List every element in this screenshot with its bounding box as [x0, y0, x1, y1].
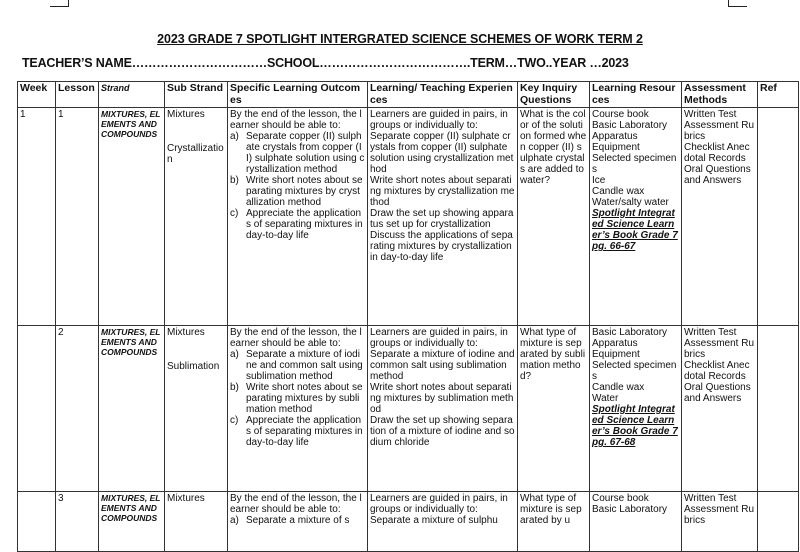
lesson-cell: 2	[56, 326, 99, 492]
crop-mark-left	[50, 0, 69, 7]
outcome-marker: b)	[230, 175, 239, 186]
learners-book-reference: Spotlight Integrated Science Learner’s Book Grade 7 pg. 67-68	[592, 404, 678, 448]
outcome-item	[230, 415, 365, 448]
assessment-item: Written Test	[684, 327, 737, 338]
outcome-item	[230, 515, 365, 526]
outcome-item	[230, 382, 365, 415]
outcome-marker: c)	[230, 208, 239, 219]
outcome-marker: c)	[230, 415, 239, 426]
outcomes-intro: By the end of the lesson, the learner should be able to:	[230, 109, 362, 131]
experience-line: Separate a mixture of sulphu	[370, 515, 498, 526]
header-strand: Strand	[99, 82, 165, 108]
resources-cell	[590, 326, 682, 492]
resource-item: Basic Laboratory	[592, 504, 668, 515]
sub-strand-cell	[165, 492, 228, 552]
inquiry-cell: What type of mixture is separated by sublimation method?	[518, 326, 590, 492]
resource-item: Course book	[592, 493, 649, 504]
assessment-item: Oral Questions and Answers	[684, 164, 751, 186]
experience-line: Write short notes about separating mixtures by crystallization method	[370, 175, 515, 208]
table-row	[18, 492, 799, 552]
resource-item: Ice	[592, 175, 606, 186]
sub-strand-cell	[165, 326, 228, 492]
outcome-text: Separate a mixture of iodine and common salt using sublimation method	[246, 349, 363, 382]
strand-cell: MIXTURES, ELEMENTS AND COMPOUNDS	[99, 326, 165, 492]
resource-item: Water/salty water	[592, 197, 669, 208]
table-header-row	[18, 82, 799, 108]
assessment-item: Assessment Rubrics	[684, 120, 755, 142]
week-cell: 1	[18, 108, 56, 326]
teacher-info-line: TEACHER’S NAME……………………………SCHOOL……………………………….TERM…TWO..YEAR …2023	[22, 56, 629, 70]
ref-cell	[758, 326, 799, 492]
outcomes-intro: By the end of the lesson, the learner should be able to:	[230, 493, 362, 515]
week-cell	[18, 492, 56, 552]
assessment-item: Written Test	[684, 493, 737, 504]
header-experiences: Learning/ Teaching Experiences	[368, 82, 518, 108]
lesson-cell: 1	[56, 108, 99, 326]
resource-item: Water	[592, 393, 619, 404]
outcomes-list	[230, 349, 365, 448]
outcome-text: Write short notes about separating mixtures by sublimation method	[246, 382, 363, 415]
outcomes-list	[230, 515, 365, 526]
experience-line: Draw the set up showing apparatus set up for crystallization	[370, 208, 514, 230]
outcome-item	[230, 175, 365, 208]
outcome-item	[230, 208, 365, 241]
assessment-cell	[682, 492, 758, 552]
table-row	[18, 326, 799, 492]
resource-item: Equipment	[592, 349, 640, 360]
experience-line: Draw the set up showing separation of a mixture of iodine and sodium chloride	[370, 415, 515, 448]
assessment-item: Assessment Rubrics	[684, 338, 755, 360]
lesson-cell: 3	[56, 492, 99, 552]
learners-book-reference: Spotlight Integrated Science Learner’s Book Grade 7 pg. 66-67	[592, 208, 678, 252]
strand-cell: MIXTURES, ELEMENTS AND COMPOUNDS	[99, 108, 165, 326]
resource-item: Basic Laboratory	[592, 120, 668, 131]
resource-item: Course book	[592, 109, 649, 120]
outcomes-intro: By the end of the lesson, the learner should be able to:	[230, 327, 362, 349]
strand-cell: MIXTURES, ELEMENTS AND COMPOUNDS	[99, 492, 165, 552]
sub-strand-name: Mixtures	[167, 327, 205, 338]
crop-mark-right	[728, 0, 747, 7]
resource-item: Selected specimens	[592, 360, 677, 382]
outcome-text: Appreciate the applications of separating mixtures in day-to-day life	[246, 208, 363, 241]
assessment-item: Checklist Anecdotal Records	[684, 142, 750, 164]
assessment-cell	[682, 326, 758, 492]
outcomes-cell	[228, 326, 368, 492]
table-row	[18, 108, 799, 326]
resource-item: Apparatus	[592, 131, 638, 142]
sub-strand-topic: Crystallization	[167, 143, 224, 165]
experience-line: Learners are guided in pairs, in groups or individually to:	[370, 327, 508, 349]
header-week: Week	[18, 82, 56, 108]
header-sub-strand: Sub Strand	[165, 82, 228, 108]
outcome-text: Separate copper (II) sulphate crystals from copper (II) sulphate solution using crystallization method	[246, 131, 365, 175]
experience-line: Separate copper (II) sulphate crystals from copper (II) sulphate solution using crystallization method	[370, 131, 514, 175]
experience-line: Discuss the applications of separating mixtures by crystallization in day-to-day life	[370, 230, 513, 263]
sub-strand-cell	[165, 108, 228, 326]
experience-line: Write short notes about separating mixtures by sublimation method	[370, 382, 514, 415]
assessment-item: Written Test	[684, 109, 737, 120]
outcome-marker: a)	[230, 515, 239, 526]
experiences-cell	[368, 326, 518, 492]
resource-item: Candle wax	[592, 186, 645, 197]
outcome-marker: a)	[230, 131, 239, 142]
ref-cell	[758, 108, 799, 326]
resource-item: Apparatus	[592, 338, 638, 349]
resources-cell	[590, 108, 682, 326]
outcome-text: Appreciate the applications of separating mixtures in day-to-day life	[246, 415, 363, 448]
outcomes-cell	[228, 108, 368, 326]
experience-line: Separate a mixture of iodine and common salt using sublimation method	[370, 349, 515, 382]
header-lesson: Lesson	[56, 82, 99, 108]
sub-strand-name: Mixtures	[167, 493, 205, 504]
inquiry-cell: What type of mixture is separated by u	[518, 492, 590, 552]
header-assessment: Assessment Methods	[682, 82, 758, 108]
outcome-item	[230, 131, 365, 175]
experience-line: Learners are guided in pairs, in groups or individually to:	[370, 493, 508, 515]
experiences-cell	[368, 108, 518, 326]
document-title: 2023 GRADE 7 SPOTLIGHT INTERGRATED SCIENCE SCHEMES OF WORK TERM 2	[157, 32, 643, 46]
resource-item: Selected specimens	[592, 153, 677, 175]
assessment-item: Assessment Rubrics	[684, 504, 755, 526]
resource-item: Basic Laboratory	[592, 327, 668, 338]
outcomes-cell	[228, 492, 368, 552]
outcome-marker: a)	[230, 349, 239, 360]
assessment-item: Oral Questions and Answers	[684, 382, 751, 404]
header-resources: Learning Resources	[590, 82, 682, 108]
inquiry-cell: What is the color of the solution formed when copper (II) sulphate crystals are added to water?	[518, 108, 590, 326]
outcome-item	[230, 349, 365, 382]
assessment-item: Checklist Anecdotal Records	[684, 360, 750, 382]
experiences-cell	[368, 492, 518, 552]
ref-cell	[758, 492, 799, 552]
outcome-text: Separate a mixture of s	[246, 515, 350, 526]
experience-line: Learners are guided in pairs, in groups or individually to:	[370, 109, 508, 131]
schemes-of-work-table	[17, 81, 799, 552]
assessment-cell	[682, 108, 758, 326]
header-outcomes: Specific Learning Outcomes	[228, 82, 368, 108]
header-inquiry: Key Inquiry Questions	[518, 82, 590, 108]
resource-item: Equipment	[592, 142, 640, 153]
week-cell	[18, 326, 56, 492]
sub-strand-name: Mixtures	[167, 109, 205, 120]
resource-item: Candle wax	[592, 382, 645, 393]
resources-cell	[590, 492, 682, 552]
outcome-marker: b)	[230, 382, 239, 393]
outcomes-list	[230, 131, 365, 241]
header-ref: Ref	[758, 82, 799, 108]
sub-strand-topic: Sublimation	[167, 361, 220, 372]
outcome-text: Write short notes about separating mixtures by crystallization method	[246, 175, 363, 208]
